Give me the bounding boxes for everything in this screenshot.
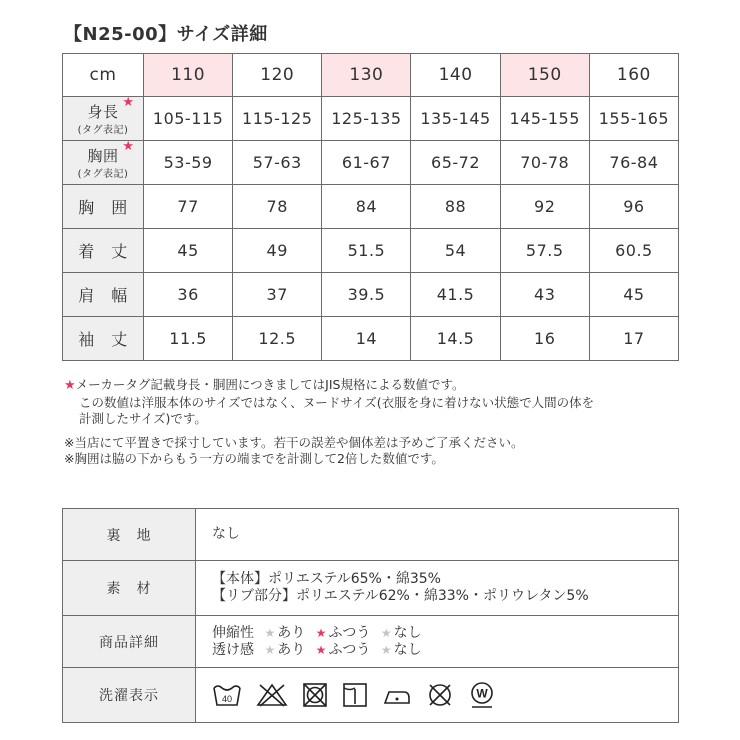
note-line: 計測したサイズ)です。	[79, 411, 207, 426]
row-label-length: 着 丈	[63, 229, 144, 273]
row-label-text: 胸囲	[87, 147, 119, 165]
table-cell: 37	[233, 273, 322, 317]
material-line: 【本体】ポリエステル65%・綿35%	[212, 571, 441, 587]
table-cell: 49	[233, 229, 322, 273]
size-130: 130	[322, 54, 411, 97]
table-cell: 88	[411, 185, 500, 229]
table-row	[63, 141, 679, 185]
size-110: 110	[144, 54, 233, 97]
star-icon: ★	[380, 642, 392, 657]
table-cell: 45	[144, 229, 233, 273]
table-cell: 11.5	[144, 317, 233, 361]
svg-text:40: 40	[221, 694, 233, 704]
table-cell: 135-145	[411, 97, 500, 141]
table-cell: 77	[144, 185, 233, 229]
line-dry-icon	[342, 682, 368, 708]
table-cell: 57.5	[500, 229, 589, 273]
option-nashi: ★ なし	[380, 641, 422, 658]
star-icon: ★	[122, 139, 135, 154]
table-row	[63, 317, 679, 361]
table-cell: 60.5	[589, 229, 678, 273]
no-dry-clean-icon	[426, 682, 454, 708]
star-icon: ★	[315, 625, 327, 640]
table-cell: 43	[500, 273, 589, 317]
no-tumble-dry-icon	[302, 682, 328, 708]
table-cell: 51.5	[322, 229, 411, 273]
row-label-shoulder: 肩 幅	[63, 273, 144, 317]
row-label-text: 身長	[87, 103, 119, 121]
option-futsuu-selected: ★ ふつう	[315, 641, 371, 658]
wash-tub-40-icon	[212, 682, 242, 708]
row-label-sub: (タグ表記)	[77, 125, 129, 136]
table-cell: 125-135	[322, 97, 411, 141]
stretch-line	[212, 625, 678, 642]
product-value	[196, 616, 679, 668]
table-cell: 70-78	[500, 141, 589, 185]
no-bleach-icon	[256, 682, 288, 708]
star-icon: ★	[315, 642, 327, 657]
wash-icons	[196, 668, 679, 723]
table-row	[63, 229, 679, 273]
detail-row-wash	[63, 668, 679, 723]
option-ari: ★ あり	[264, 624, 306, 641]
table-cell: 84	[322, 185, 411, 229]
page-title: 【N25-00】サイズ詳細	[64, 24, 268, 45]
table-cell: 41.5	[411, 273, 500, 317]
material-label: 素 材	[63, 561, 196, 616]
option-nashi: ★ なし	[380, 624, 422, 641]
svg-text:W: W	[476, 686, 488, 701]
table-cell: 14.5	[411, 317, 500, 361]
lining-label: 裏 地	[63, 509, 196, 561]
star-icon: ★	[380, 625, 392, 640]
table-cell: 14	[322, 317, 411, 361]
table-cell: 145-155	[500, 97, 589, 141]
table-cell: 61-67	[322, 141, 411, 185]
star-icon: ★	[264, 625, 276, 640]
option-ari: ★ あり	[264, 641, 306, 658]
table-row	[63, 97, 679, 141]
iron-icon	[382, 682, 412, 708]
star-icon: ★	[64, 378, 76, 393]
table-cell: 53-59	[144, 141, 233, 185]
lining-value: なし	[196, 509, 679, 561]
table-cell: 78	[233, 185, 322, 229]
table-cell: 76-84	[589, 141, 678, 185]
table-cell: 45	[589, 273, 678, 317]
stretch-label: 伸縮性	[212, 624, 254, 641]
table-cell: 96	[589, 185, 678, 229]
sheer-line	[212, 642, 678, 659]
row-label-height	[63, 97, 144, 141]
sheer-label: 透け感	[212, 641, 254, 658]
size-140: 140	[411, 54, 500, 97]
table-cell: 17	[589, 317, 678, 361]
size-table	[62, 53, 679, 361]
note-text: メーカータグ記載身長・胴囲につきましてはJIS規格による数値です。	[75, 377, 465, 392]
note-line: この数値は洋服本体のサイズではなく、ヌードサイズ(衣服を身に着けない状態で人間の体を	[79, 394, 595, 410]
table-row	[63, 185, 679, 229]
row-label-bust-tag	[63, 141, 144, 185]
row-label-sub: (タグ表記)	[77, 169, 129, 180]
size-header-row	[63, 54, 679, 97]
size-120: 120	[233, 54, 322, 97]
detail-row-lining	[63, 509, 679, 561]
note-line	[64, 377, 594, 395]
table-cell: 57-63	[233, 141, 322, 185]
table-cell: 16	[500, 317, 589, 361]
detail-row-product	[63, 616, 679, 668]
material-value	[196, 561, 679, 616]
star-icon: ★	[122, 95, 135, 110]
detail-table	[62, 508, 679, 723]
note-line: ※当店にて平置きで採寸しています。若干の誤差や個体差は予めご了承ください。	[64, 434, 524, 450]
table-cell: 65-72	[411, 141, 500, 185]
table-cell: 105-115	[144, 97, 233, 141]
wet-clean-icon	[468, 681, 496, 709]
size-160: 160	[589, 54, 678, 97]
material-line: 【リブ部分】ポリエステル62%・綿33%・ポリウレタン5%	[212, 588, 589, 604]
table-cell: 12.5	[233, 317, 322, 361]
option-futsuu-selected: ★ ふつう	[315, 624, 371, 641]
table-cell: 92	[500, 185, 589, 229]
wash-label: 洗濯表示	[63, 668, 196, 723]
star-icon: ★	[264, 642, 276, 657]
size-notes	[64, 377, 594, 468]
table-cell: 155-165	[589, 97, 678, 141]
detail-row-material	[63, 561, 679, 616]
table-cell: 36	[144, 273, 233, 317]
unit-cell: cm	[63, 54, 144, 97]
table-row	[63, 273, 679, 317]
table-cell: 39.5	[322, 273, 411, 317]
table-cell: 115-125	[233, 97, 322, 141]
table-cell: 54	[411, 229, 500, 273]
product-label: 商品詳細	[63, 616, 196, 668]
row-label-bust: 胸 囲	[63, 185, 144, 229]
note-line: ※胸囲は脇の下からもう一方の端までを計測して2倍した数値です。	[64, 451, 444, 466]
size-150: 150	[500, 54, 589, 97]
row-label-sleeve: 袖 丈	[63, 317, 144, 361]
